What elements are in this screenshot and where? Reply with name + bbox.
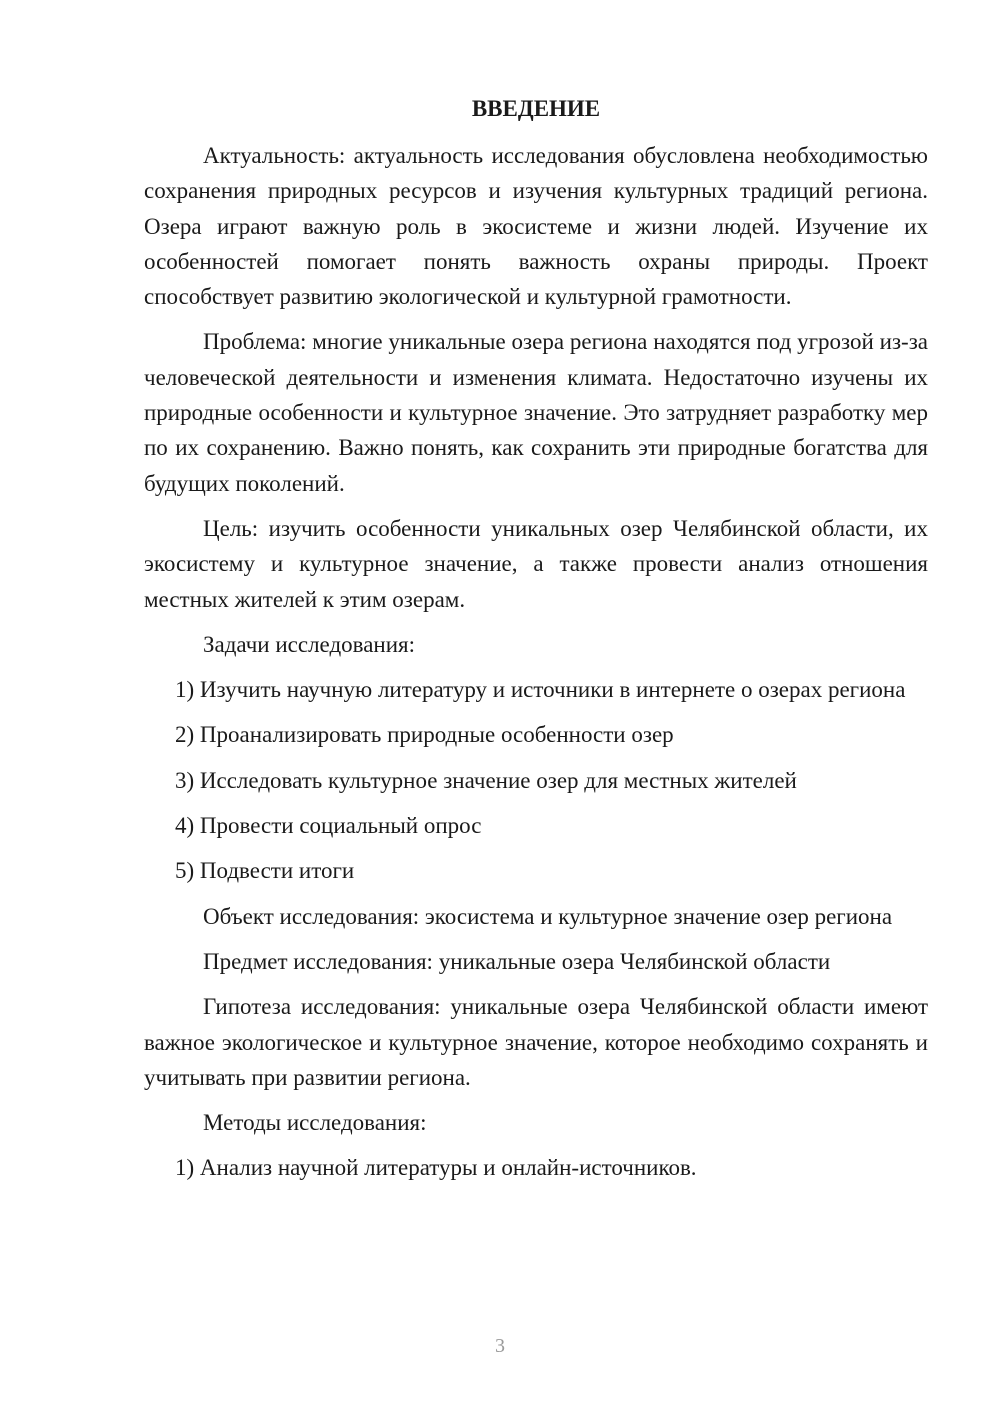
goal-paragraph: Цель: изучить особенности уникальных озер Челябинской области, их экосистему и культурное значение, а также провести анализ отношения местных жителей к этим озерам. [144,515,928,612]
task-item-4: 4) Провести социальный опрос [175,813,482,839]
hypothesis-paragraph: Гипотеза исследования: уникальные озера Челябинской области имеют важное экологическое и культурное значение, которое необходимо сохранять и учитывать при развитии региона. [144,994,928,1090]
method-item-1: 1) Анализ научной литературы и онлайн-источников. [175,1155,697,1181]
object-paragraph: Объект исследования: экосистема и культурное значение озер региона [203,903,893,929]
document-page [144,92,928,1196]
relevance-paragraph: Актуальность: актуальность исследования обусловлена необходимостью сохранения природных ресурсов и изучения культурных традиций региона. Озера играют важную роль в экосистеме и жизни людей. Изучение их особенностей помогает понять важность охраны природы. Проект способствует развитию экологической и культурной грамотности. [144,143,928,310]
problem-paragraph: Проблема: многие уникальные озера региона находятся под угрозой из-за человеческой деятельности и изменения климата. Недостаточно изучены их природные особенности и культурное значение. Это затрудняет разработку мер по их сохранению. Важно понять, как сохранить эти природные богатства для будущих поколений. [144,329,928,496]
task-item-5: 5) Подвести итоги [175,858,355,884]
task-item-2: 2) Проанализировать природные особенности озер [175,722,674,748]
page-number: 3 [495,1335,505,1357]
page-title: ВВЕДЕНИЕ [471,96,601,121]
subject-paragraph: Предмет исследования: уникальные озера Челябинской области [203,948,831,974]
task-item-3: 3) Исследовать культурное значение озер для местных жителей [175,767,797,793]
task-item-1: 1) Изучить научную литературу и источники в интернете о озерах региона [175,677,906,703]
methods-heading: Методы исследования: [203,1110,427,1136]
tasks-heading: Задачи исследования: [203,631,416,657]
